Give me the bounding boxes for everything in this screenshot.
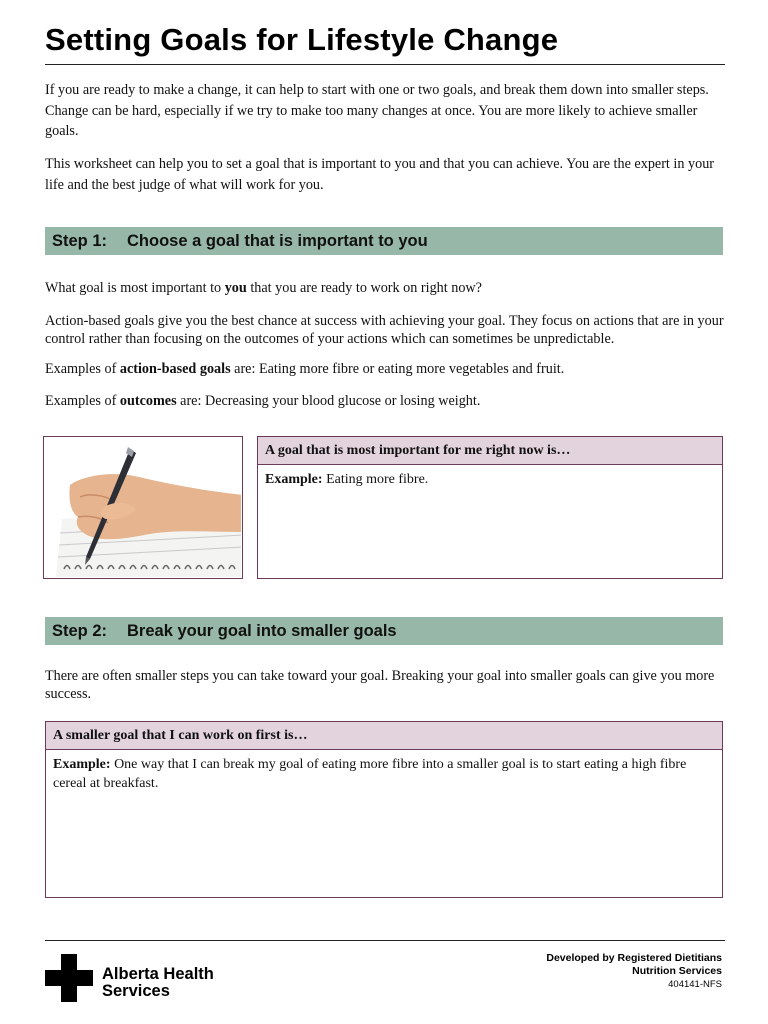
step-2-header [45, 617, 723, 645]
page-title: Setting Goals for Lifestyle Change [45, 22, 559, 57]
goal-box-example: Example: Eating more fibre. [265, 472, 429, 487]
title-divider [45, 64, 725, 65]
goal-answer-box[interactable] [257, 436, 723, 579]
smaller-goal-box-title: A smaller goal that I can work on first is… [46, 722, 722, 750]
step-2-number: Step 2: [52, 622, 108, 640]
intro-paragraph-2: This worksheet can help you to set a goal that is important to you and that you can achieve. You are the expert in your life and the best judge of what will work for you. [45, 156, 715, 193]
smaller-goal-answer-box[interactable] [45, 721, 723, 898]
alberta-health-services-logo-icon [45, 954, 93, 1002]
step-1-header [45, 227, 723, 255]
step-1-action-text: Action-based goals give you the best chance at success with achieving your goal. They focus on actions that are in your control rather than focusing on the outcomes of your actions which can sometimes be unpredictable. [45, 313, 724, 347]
intro-paragraph-1: If you are ready to make a change, it can help to start with one or two goals, and break them down into smaller steps. Change can be hard, especially if we try to make too many changes at once. You are more likely to achieve smaller goals. [45, 82, 709, 139]
credit-line-1: Developed by Registered Dietitians [546, 952, 722, 964]
organization-name: Alberta Health Services [102, 965, 214, 1000]
smaller-goal-box-example: Example: One way that I can break my goal of eating more fibre into a smaller goal is to start eating a high fibre cereal at breakfast. [53, 757, 687, 791]
footer-divider [45, 940, 725, 941]
step-2-text: There are often smaller steps you can take toward your goal. Breaking your goal into smaller goals can give you more success. [45, 668, 715, 702]
step-1-number: Step 1: [52, 232, 108, 250]
examples-outcomes: Examples of outcomes are: Decreasing your blood glucose or losing weight. [45, 393, 481, 409]
credit-line-2: Nutrition Services [632, 965, 722, 977]
document-code: 404141-NFS [668, 979, 722, 990]
step-1-question: What goal is most important to you that you are ready to work on right now? [45, 280, 482, 296]
goal-box-title: A goal that is most important for me right now is… [258, 437, 722, 465]
hand-writing-illustration [44, 437, 241, 577]
hand-writing-photo [43, 436, 243, 579]
step-1-heading: Choose a goal that is important to you [127, 232, 428, 250]
step-2-heading: Break your goal into smaller goals [127, 622, 397, 640]
footer-credits [546, 952, 722, 991]
examples-action-goals: Examples of action-based goals are: Eating more fibre or eating more vegetables and fruit. [45, 361, 565, 377]
